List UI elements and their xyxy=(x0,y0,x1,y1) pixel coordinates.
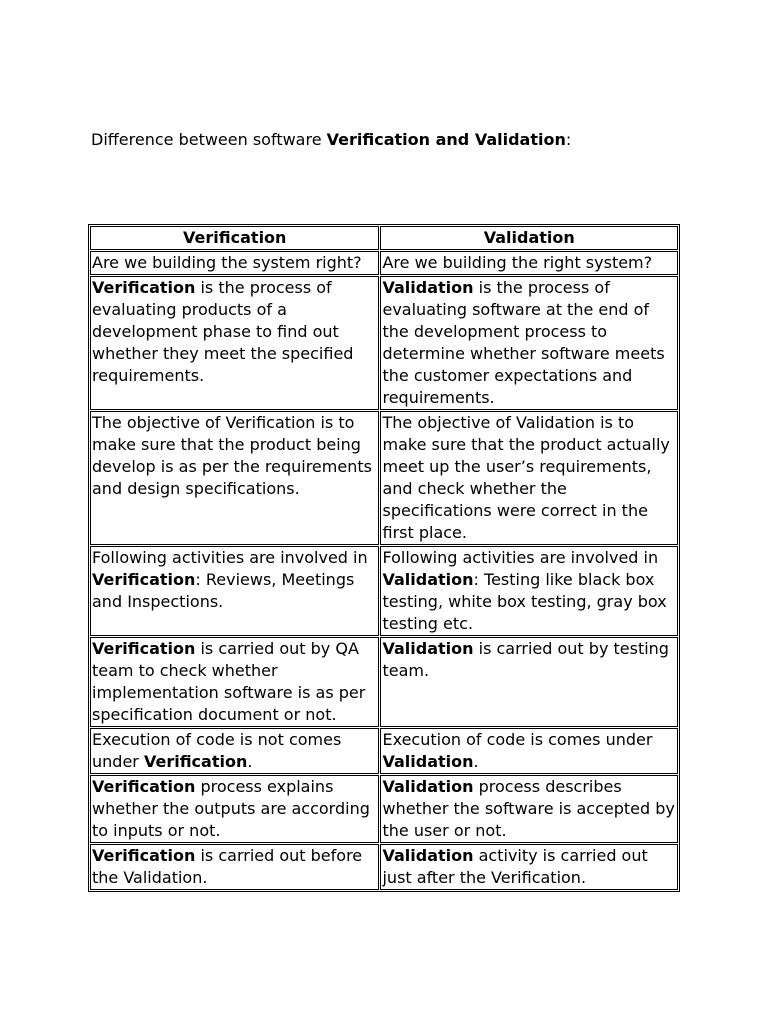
bold-term: Verification xyxy=(143,752,248,771)
bold-term: Verification xyxy=(92,777,196,796)
verification-cell xyxy=(90,276,379,410)
bold-term: Verification xyxy=(92,639,196,658)
cell-text: Execution of code is comes under xyxy=(382,730,653,749)
validation-cell xyxy=(380,844,678,890)
cell-text: activity is carried out just after the Verification. xyxy=(382,846,648,887)
cell-text: is carried out by testing team. xyxy=(382,639,669,680)
cell-text: Following activities are involved in xyxy=(382,548,659,567)
cell-text: process explains whether the outputs are according to inputs or not. xyxy=(92,777,370,840)
validation-cell xyxy=(380,546,678,636)
validation-cell xyxy=(380,251,678,275)
table-row xyxy=(90,411,678,545)
cell-text: is carried out by QA team to check whether implementation software is as per specification document or not. xyxy=(92,639,366,724)
bold-term: Validation xyxy=(382,777,474,796)
table-row xyxy=(90,637,678,727)
bold-term: Verification xyxy=(92,846,196,865)
cell-text: The objective of Verification is to make sure that the product being develop is as per the requirements and design specifications. xyxy=(92,413,372,498)
cell-text: Following activities are involved in xyxy=(92,548,368,567)
verification-cell xyxy=(90,251,379,275)
verification-cell xyxy=(90,728,379,774)
comparison-table xyxy=(88,224,680,892)
verification-cell xyxy=(90,637,379,727)
cell-text: Execution of code is not comes under xyxy=(92,730,342,771)
validation-cell xyxy=(380,637,678,727)
validation-cell xyxy=(380,276,678,410)
cell-text: . xyxy=(473,752,479,771)
table-row xyxy=(90,276,678,410)
cell-text: . xyxy=(247,752,253,771)
bold-term: Verification xyxy=(92,570,196,589)
heading-suffix: : xyxy=(565,130,572,149)
bold-term: Validation xyxy=(382,278,474,297)
table-row xyxy=(90,844,678,890)
cell-text: is the process of evaluating software at the end of the development process to determine whether software meets the customer expectations and requirements. xyxy=(382,278,665,407)
cell-text: is the process of evaluating products of a development phase to find out whether they meet the specified requirements. xyxy=(92,278,354,385)
table-row xyxy=(90,546,678,636)
cell-text: : Reviews, Meetings and Inspections. xyxy=(92,570,355,611)
table-header-row xyxy=(90,226,678,250)
bold-term: Validation xyxy=(382,752,474,771)
verification-cell xyxy=(90,411,379,545)
bold-term: Validation xyxy=(382,639,474,658)
validation-cell xyxy=(380,411,678,545)
bold-term: Validation xyxy=(382,846,474,865)
cell-text: is carried out before the Validation. xyxy=(92,846,363,887)
cell-text: : Testing like black box testing, white box testing, gray box testing etc. xyxy=(382,570,667,633)
header-validation: Validation xyxy=(380,226,678,250)
heading-prefix: Difference between software xyxy=(91,130,327,149)
table-body xyxy=(90,251,678,890)
cell-text: Are we building the right system? xyxy=(382,253,653,272)
heading-bold-text: Verification and Validation xyxy=(326,130,566,149)
verification-cell xyxy=(90,546,379,636)
verification-cell xyxy=(90,844,379,890)
validation-cell xyxy=(380,775,678,843)
table-row xyxy=(90,775,678,843)
header-verification: Verification xyxy=(90,226,379,250)
bold-term: Verification xyxy=(92,278,196,297)
page-heading xyxy=(91,130,571,150)
cell-text: The objective of Validation is to make sure that the product actually meet up the user’s requirements, and check whether the specifications were correct in the first place. xyxy=(382,413,670,542)
cell-text: Are we building the system right? xyxy=(92,253,362,272)
bold-term: Validation xyxy=(382,570,474,589)
table-row xyxy=(90,728,678,774)
verification-cell xyxy=(90,775,379,843)
validation-cell xyxy=(380,728,678,774)
cell-text: process describes whether the software is accepted by the user or not. xyxy=(382,777,675,840)
table-row xyxy=(90,251,678,275)
